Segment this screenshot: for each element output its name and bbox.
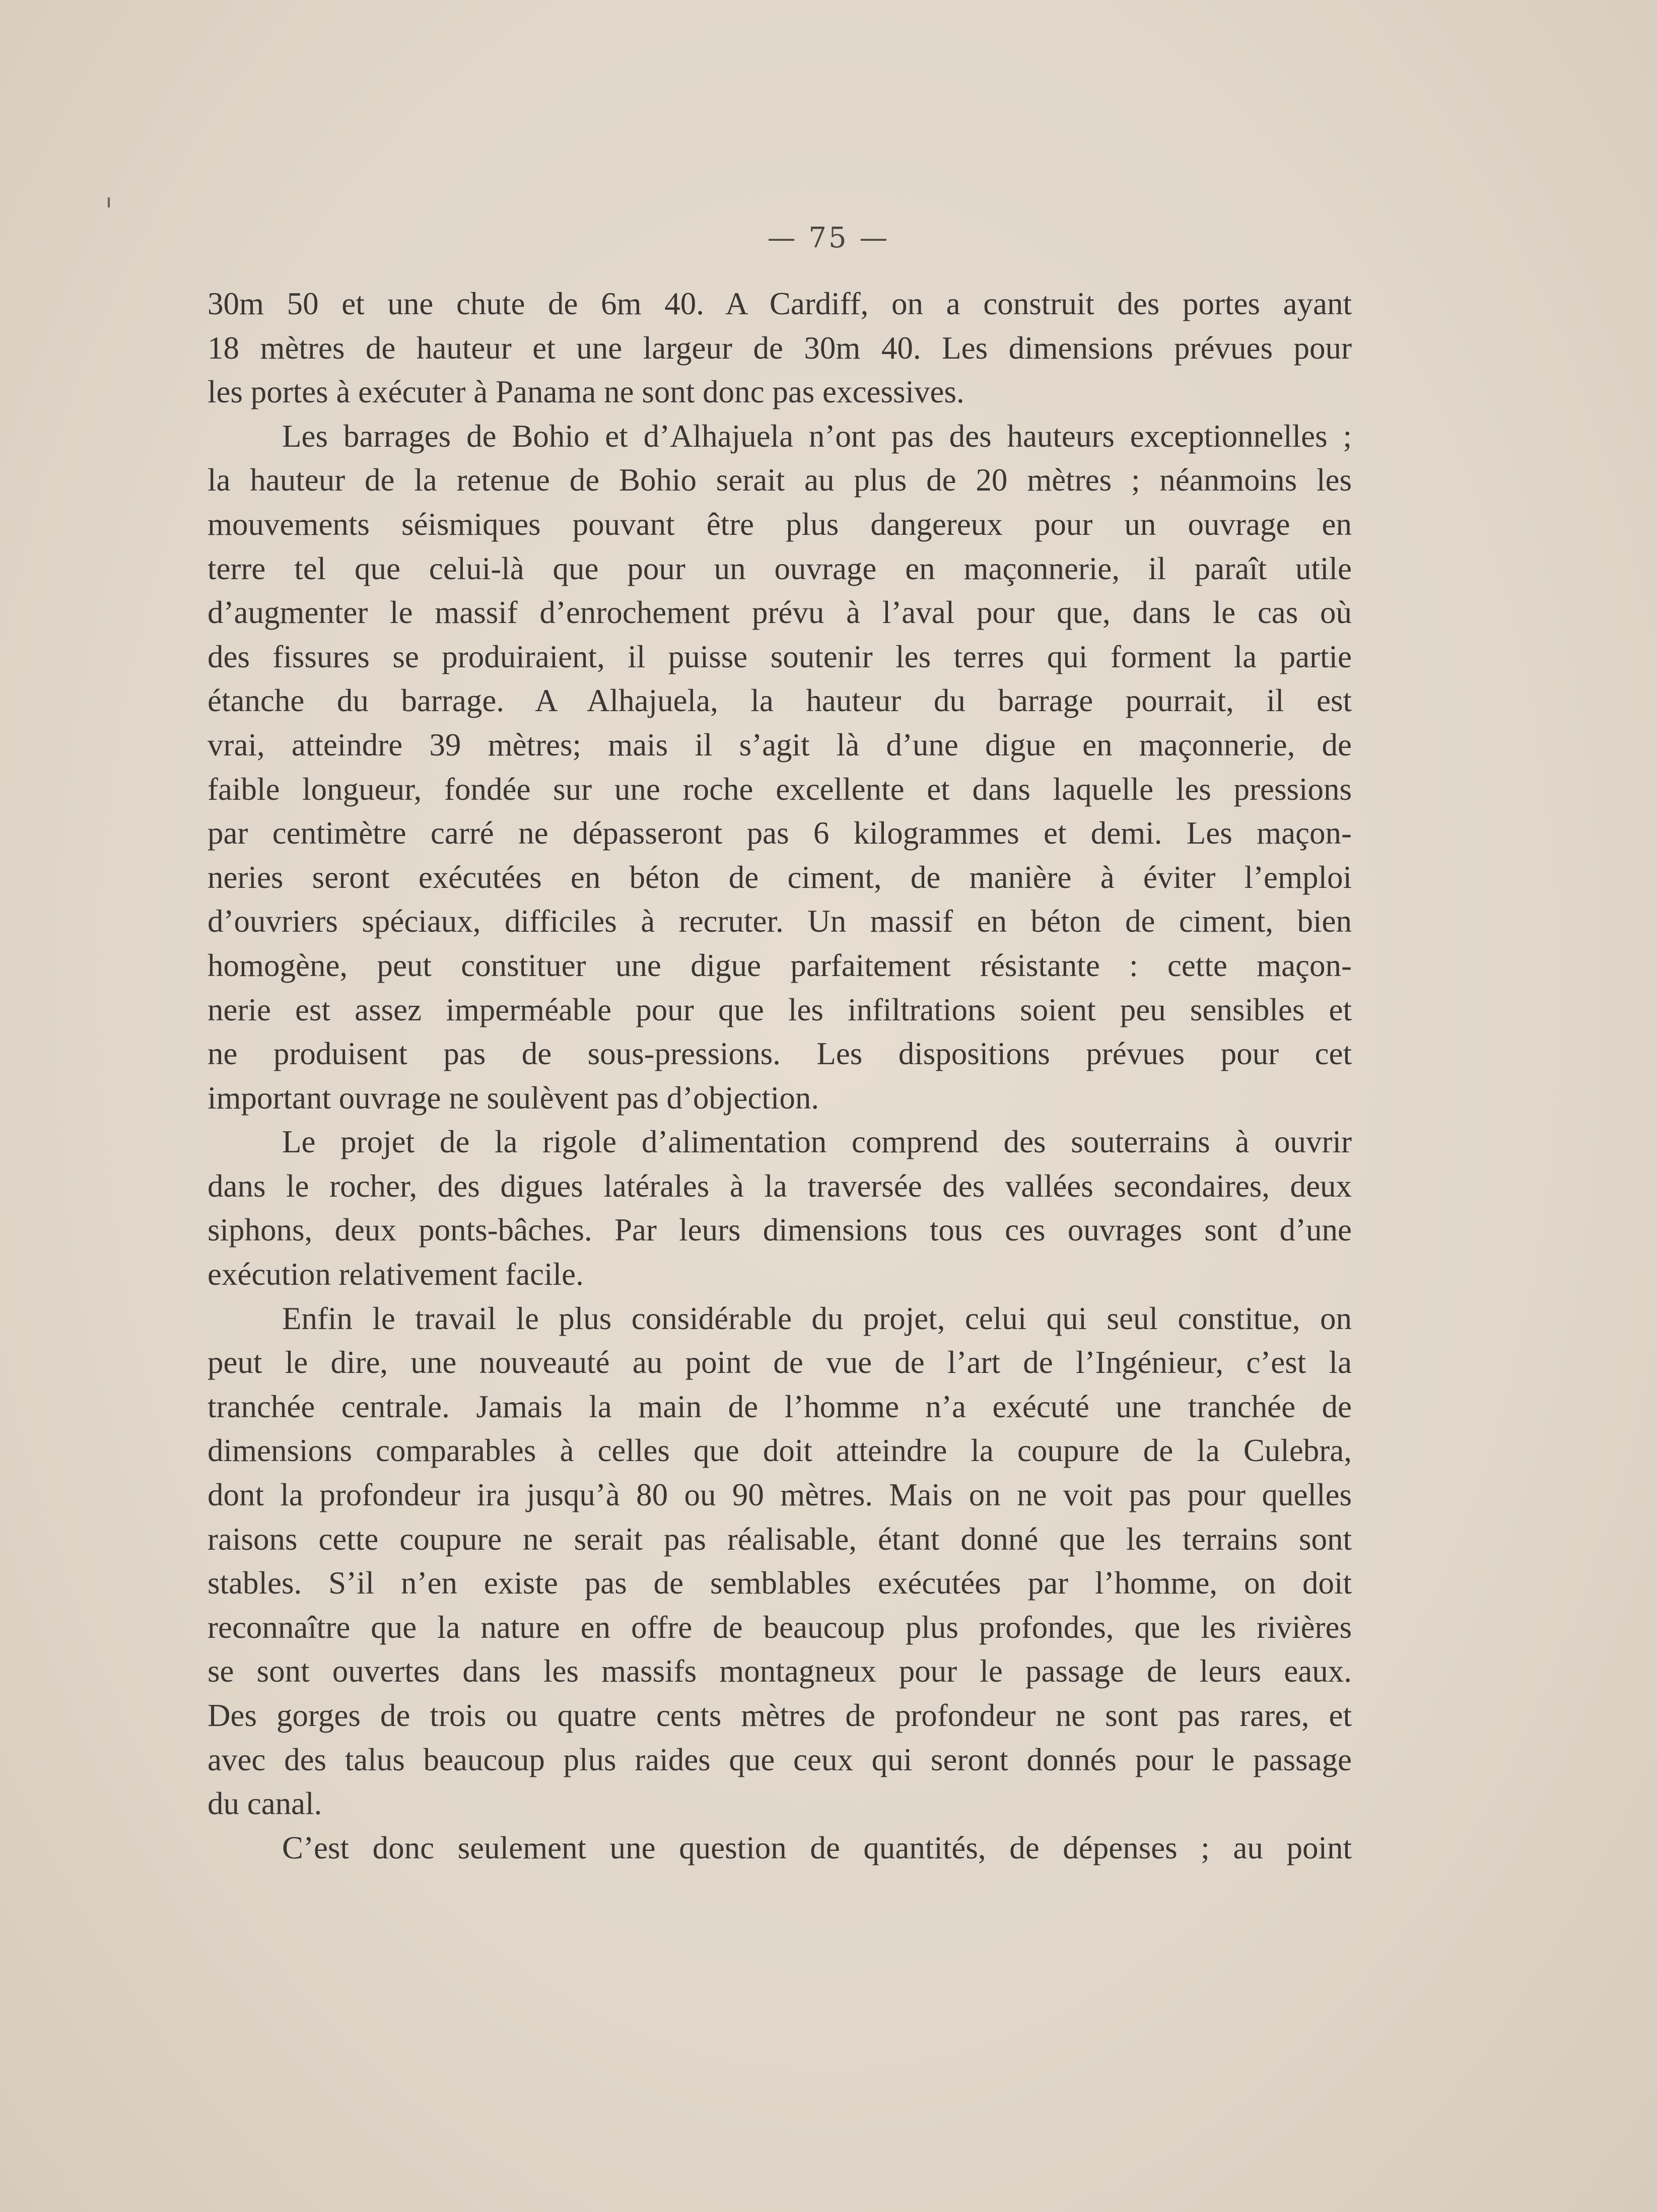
text-line: faible longueur, fondée sur une roche excellente et dans laquelle les pressions [208, 771, 1352, 807]
text-line: la hauteur de la retenue de Bohio serait au plus de 20 mètres ; néanmoins les [208, 462, 1352, 498]
text-line: étanche du barrage. A Alhajuela, la hauteur du barrage pourrait, il est [208, 683, 1352, 719]
paragraph-first-line: C’est donc seulement une question de quantités, de dépenses ; au point [282, 1830, 1352, 1865]
text-line: avec des talus beaucoup plus raides que ceux qui seront donnés pour le passage [208, 1742, 1352, 1777]
paragraph-first-line: Enfin le travail le plus considérable du projet, celui qui seul constitue, on [282, 1300, 1352, 1336]
text-line: les portes à exécuter à Panama ne sont donc pas excessives. [208, 374, 964, 410]
text-line: d’augmenter le massif d’enrochement prévu à l’aval pour que, dans le cas où [208, 595, 1352, 631]
text-line: Des gorges de trois ou quatre cents mètres de profondeur ne sont pas rares, et [208, 1698, 1352, 1733]
text-line: raisons cette coupure ne serait pas réalisable, étant donné que les terrains sont [208, 1521, 1352, 1557]
text-line: mouvements séismiques pouvant être plus dangereux pour un ouvrage en [208, 506, 1352, 542]
text-line: se sont ouvertes dans les massifs montagneux pour le passage de leurs eaux. [208, 1653, 1352, 1689]
text-line: par centimètre carré ne dépasseront pas 6 kilogrammes et demi. Les maçon- [208, 815, 1352, 851]
text-line: homogène, peut constituer une digue parfaitement résistante : cette maçon- [208, 947, 1352, 983]
text-line: dans le rocher, des digues latérales à la traversée des vallées secondaires, deux [208, 1168, 1352, 1204]
text-line: siphons, deux ponts-bâches. Par leurs dimensions tous ces ouvrages sont d’une [208, 1212, 1352, 1248]
text-line: du canal. [208, 1786, 322, 1822]
text-line: important ouvrage ne soulèvent pas d’objection. [208, 1080, 819, 1116]
text-line: ne produisent pas de sous-pressions. Les dispositions prévues pour cet [208, 1036, 1352, 1072]
text-line: stables. S’il n’en existe pas de semblables exécutées par l’homme, on doit [208, 1565, 1352, 1601]
text-line: 30m 50 et une chute de 6m 40. A Cardiff, on a construit des portes ayant [208, 286, 1352, 321]
body-text [208, 282, 1352, 1870]
text-line: exécution relativement facile. [208, 1257, 584, 1292]
text-line: dont la profondeur ira jusqu’à 80 ou 90 mètres. Mais on ne voit pas pour quelles [208, 1477, 1352, 1513]
ink-mark [108, 197, 110, 208]
text-line: des fissures se produiraient, il puisse soutenir les terres qui forment la partie [208, 639, 1352, 674]
text-line: terre tel que celui-là que pour un ouvrage en maçonnerie, il paraît utile [208, 550, 1352, 586]
text-line: nerie est assez imperméable pour que les infiltrations soient peu sensibles et [208, 992, 1352, 1027]
text-line: vrai, atteindre 39 mètres; mais il s’agit là d’une digue en maçonnerie, de [208, 727, 1352, 763]
page-number: — 75 — [767, 222, 890, 254]
text-line: peut le dire, une nouveauté au point de vue de l’art de l’Ingénieur, c’est la [208, 1345, 1352, 1380]
text-line: neries seront exécutées en béton de ciment, de manière à éviter l’emploi [208, 859, 1352, 895]
text-line: dimensions comparables à celles que doit atteindre la coupure de la Culebra, [208, 1433, 1352, 1469]
text-line: 18 mètres de hauteur et une largeur de 30m 40. Les dimensions prévues pour [208, 330, 1352, 366]
text-line: tranchée centrale. Jamais la main de l’homme n’a exécuté une tranchée de [208, 1389, 1352, 1424]
text-line: d’ouvriers spéciaux, difficiles à recruter. Un massif en béton de ciment, bien [208, 904, 1352, 939]
text-line: reconnaître que la nature en offre de beaucoup plus profondes, que les rivières [208, 1609, 1352, 1645]
paragraph-first-line: Le projet de la rigole d’alimentation comprend des souterrains à ouvrir [282, 1124, 1352, 1160]
paragraph-first-line: Les barrages de Bohio et d’Alhajuela n’ont pas des hauteurs exceptionnelles ; [282, 418, 1352, 454]
